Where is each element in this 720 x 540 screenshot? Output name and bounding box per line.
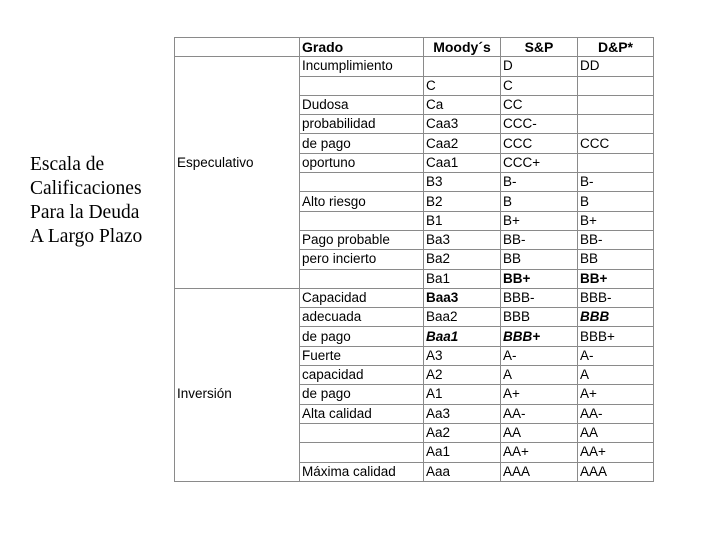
sp-cell: BB- [501, 230, 578, 249]
category-cell [175, 269, 300, 288]
dp-cell: AA+ [578, 443, 654, 462]
category-cell [175, 308, 300, 327]
sp-cell: BBB- [501, 288, 578, 307]
table-row [175, 134, 654, 153]
grado-cell: Alta calidad [300, 404, 424, 423]
table-row [175, 288, 654, 307]
ratings-table [174, 37, 654, 482]
side-label-line: Para la Deuda [30, 202, 140, 223]
grado-cell [300, 173, 424, 192]
table-row [175, 385, 654, 404]
table-row [175, 192, 654, 211]
sp-cell: A [501, 366, 578, 385]
dp-cell [578, 76, 654, 95]
moodys-cell: Ca [424, 95, 501, 114]
grado-cell: Fuerte [300, 346, 424, 365]
dp-cell: DD [578, 57, 654, 76]
grado-cell: Pago probable [300, 230, 424, 249]
header-dp: D&P* [578, 38, 654, 57]
grado-cell [300, 211, 424, 230]
dp-cell: BB+ [578, 269, 654, 288]
moodys-cell: Ba1 [424, 269, 501, 288]
category-cell [175, 57, 300, 76]
sp-cell: A+ [501, 385, 578, 404]
table-row [175, 443, 654, 462]
table-row [175, 57, 654, 76]
moodys-cell: Baa1 [424, 327, 501, 346]
grado-cell: Máxima calidad [300, 462, 424, 481]
category-cell [175, 288, 300, 307]
sp-cell: CCC [501, 134, 578, 153]
moodys-cell: A1 [424, 385, 501, 404]
table-row [175, 76, 654, 95]
category-cell [175, 366, 300, 385]
dp-cell [578, 153, 654, 172]
moodys-cell: A2 [424, 366, 501, 385]
category-cell [175, 173, 300, 192]
table-row [175, 404, 654, 423]
header-grado: Grado [300, 38, 424, 57]
category-cell [175, 250, 300, 269]
dp-cell: B- [578, 173, 654, 192]
moodys-cell: Ba3 [424, 230, 501, 249]
grado-cell [300, 443, 424, 462]
header-moodys: Moody´s [424, 38, 501, 57]
dp-cell: AAA [578, 462, 654, 481]
moodys-cell [424, 57, 501, 76]
dp-cell: A+ [578, 385, 654, 404]
category-cell [175, 404, 300, 423]
dp-cell: BBB- [578, 288, 654, 307]
sp-cell: AAA [501, 462, 578, 481]
moodys-cell: Aa2 [424, 423, 501, 442]
table-row [175, 308, 654, 327]
category-cell [175, 443, 300, 462]
category-cell [175, 115, 300, 134]
sp-cell: AA- [501, 404, 578, 423]
header-cell-empty [175, 38, 300, 57]
dp-cell: B [578, 192, 654, 211]
table-row [175, 346, 654, 365]
category-cell [175, 423, 300, 442]
table-row [175, 462, 654, 481]
table-row [175, 95, 654, 114]
grado-cell: Dudosa [300, 95, 424, 114]
table-row [175, 327, 654, 346]
side-label-line: Calificaciones [30, 178, 142, 199]
sp-cell: CCC+ [501, 153, 578, 172]
side-label [30, 153, 170, 249]
category-cell: Especulativo [175, 153, 300, 172]
sp-cell: B [501, 192, 578, 211]
grado-cell: de pago [300, 134, 424, 153]
grado-cell: pero incierto [300, 250, 424, 269]
table-row [175, 173, 654, 192]
moodys-cell: Baa3 [424, 288, 501, 307]
sp-cell: BB [501, 250, 578, 269]
moodys-cell: Aa3 [424, 404, 501, 423]
dp-cell [578, 95, 654, 114]
dp-cell [578, 115, 654, 134]
sp-cell: C [501, 76, 578, 95]
moodys-cell: Caa3 [424, 115, 501, 134]
category-cell [175, 134, 300, 153]
table-row [175, 366, 654, 385]
grado-cell: de pago [300, 327, 424, 346]
table-row [175, 153, 654, 172]
dp-cell: BBB+ [578, 327, 654, 346]
grado-cell: Capacidad [300, 288, 424, 307]
moodys-cell: Aaa [424, 462, 501, 481]
category-cell [175, 346, 300, 365]
moodys-cell: Caa2 [424, 134, 501, 153]
grado-cell [300, 423, 424, 442]
side-label-line: A Largo Plazo [30, 226, 143, 247]
grado-cell [300, 76, 424, 95]
header-sp: S&P [501, 38, 578, 57]
moodys-cell: Aa1 [424, 443, 501, 462]
grado-cell: de pago [300, 385, 424, 404]
side-label-line: Escala de [30, 154, 105, 175]
sp-cell: B- [501, 173, 578, 192]
sp-cell: BBB+ [501, 327, 578, 346]
moodys-cell: B2 [424, 192, 501, 211]
category-cell [175, 76, 300, 95]
sp-cell: BBB [501, 308, 578, 327]
category-cell [175, 95, 300, 114]
category-cell [175, 192, 300, 211]
table-row [175, 423, 654, 442]
dp-cell: A- [578, 346, 654, 365]
grado-cell [300, 269, 424, 288]
dp-cell: BBB [578, 308, 654, 327]
sp-cell: A- [501, 346, 578, 365]
dp-cell: B+ [578, 211, 654, 230]
sp-cell: CCC- [501, 115, 578, 134]
moodys-cell: B3 [424, 173, 501, 192]
dp-cell: A [578, 366, 654, 385]
sp-cell: CC [501, 95, 578, 114]
dp-cell: BB- [578, 230, 654, 249]
table-row [175, 230, 654, 249]
sp-cell: AA+ [501, 443, 578, 462]
grado-cell: capacidad [300, 366, 424, 385]
category-cell [175, 462, 300, 481]
category-cell [175, 230, 300, 249]
moodys-cell: B1 [424, 211, 501, 230]
dp-cell: AA- [578, 404, 654, 423]
sp-cell: BB+ [501, 269, 578, 288]
table-row [175, 211, 654, 230]
grado-cell: probabilidad [300, 115, 424, 134]
dp-cell: BB [578, 250, 654, 269]
sp-cell: D [501, 57, 578, 76]
category-cell [175, 327, 300, 346]
dp-cell: AA [578, 423, 654, 442]
moodys-cell: Ba2 [424, 250, 501, 269]
grado-cell: oportuno [300, 153, 424, 172]
sp-cell: AA [501, 423, 578, 442]
moodys-cell: A3 [424, 346, 501, 365]
grado-cell: Alto riesgo [300, 192, 424, 211]
moodys-cell: C [424, 76, 501, 95]
grado-cell: adecuada [300, 308, 424, 327]
sp-cell: B+ [501, 211, 578, 230]
table-row [175, 250, 654, 269]
moodys-cell: Caa1 [424, 153, 501, 172]
category-cell [175, 211, 300, 230]
grado-cell: Incumplimiento [300, 57, 424, 76]
moodys-cell: Baa2 [424, 308, 501, 327]
dp-cell: CCC [578, 134, 654, 153]
table-header-row [175, 38, 654, 57]
table-row [175, 115, 654, 134]
table-row [175, 269, 654, 288]
category-cell: Inversión [175, 385, 300, 404]
